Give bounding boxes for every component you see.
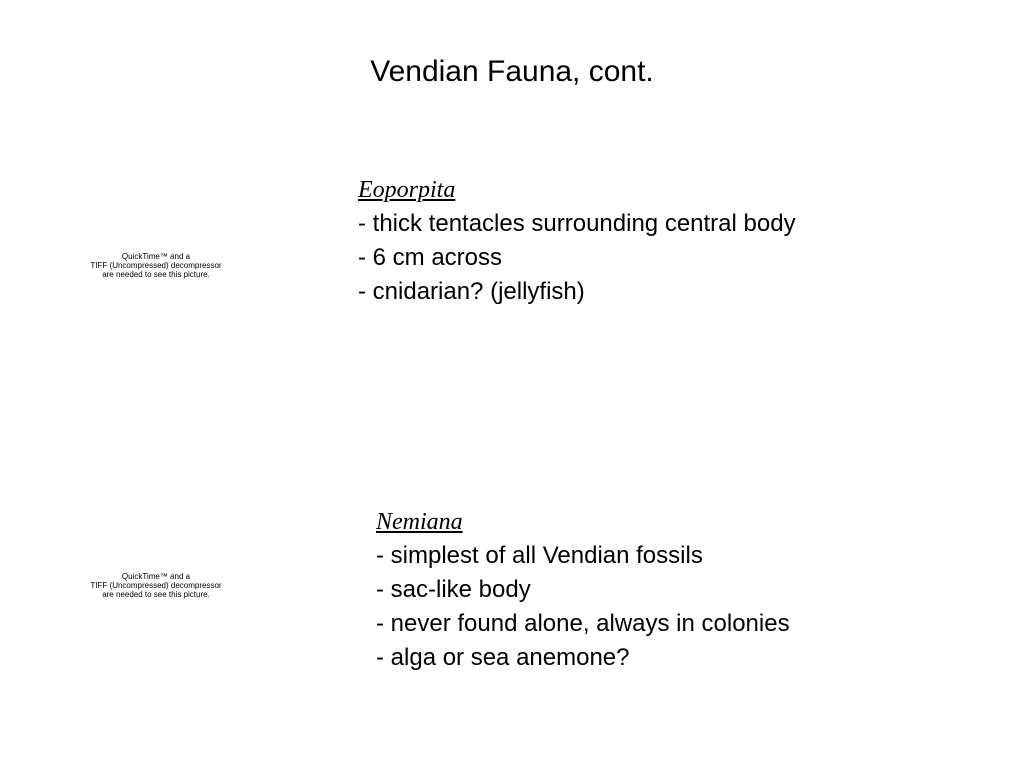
genus-name: Nemiana	[376, 509, 463, 535]
nemiana-description	[376, 505, 790, 675]
eoporpita-description	[358, 173, 796, 309]
placeholder-line: are needed to see this picture.	[102, 590, 210, 599]
missing-image-placeholder	[76, 572, 236, 599]
slide-title: Vendian Fauna, cont.	[370, 55, 654, 88]
description-point: - cnidarian? (jellyfish)	[358, 278, 585, 305]
description-point: - 6 cm across	[358, 244, 503, 271]
missing-image-placeholder	[76, 252, 236, 279]
description-point: - thick tentacles surrounding central body	[358, 210, 796, 237]
description-point: - never found alone, always in colonies	[376, 610, 790, 637]
placeholder-line: TIFF (Uncompressed) decompressor	[90, 581, 222, 590]
description-point: - alga or sea anemone?	[376, 644, 630, 671]
placeholder-line: TIFF (Uncompressed) decompressor	[90, 261, 222, 270]
genus-name: Eoporpita	[358, 177, 456, 203]
description-point: - sac-like body	[376, 576, 531, 603]
description-point: - simplest of all Vendian fossils	[376, 542, 703, 569]
placeholder-line: QuickTime™ and a	[121, 572, 191, 581]
placeholder-line: are needed to see this picture.	[102, 270, 210, 279]
placeholder-line: QuickTime™ and a	[121, 252, 191, 261]
